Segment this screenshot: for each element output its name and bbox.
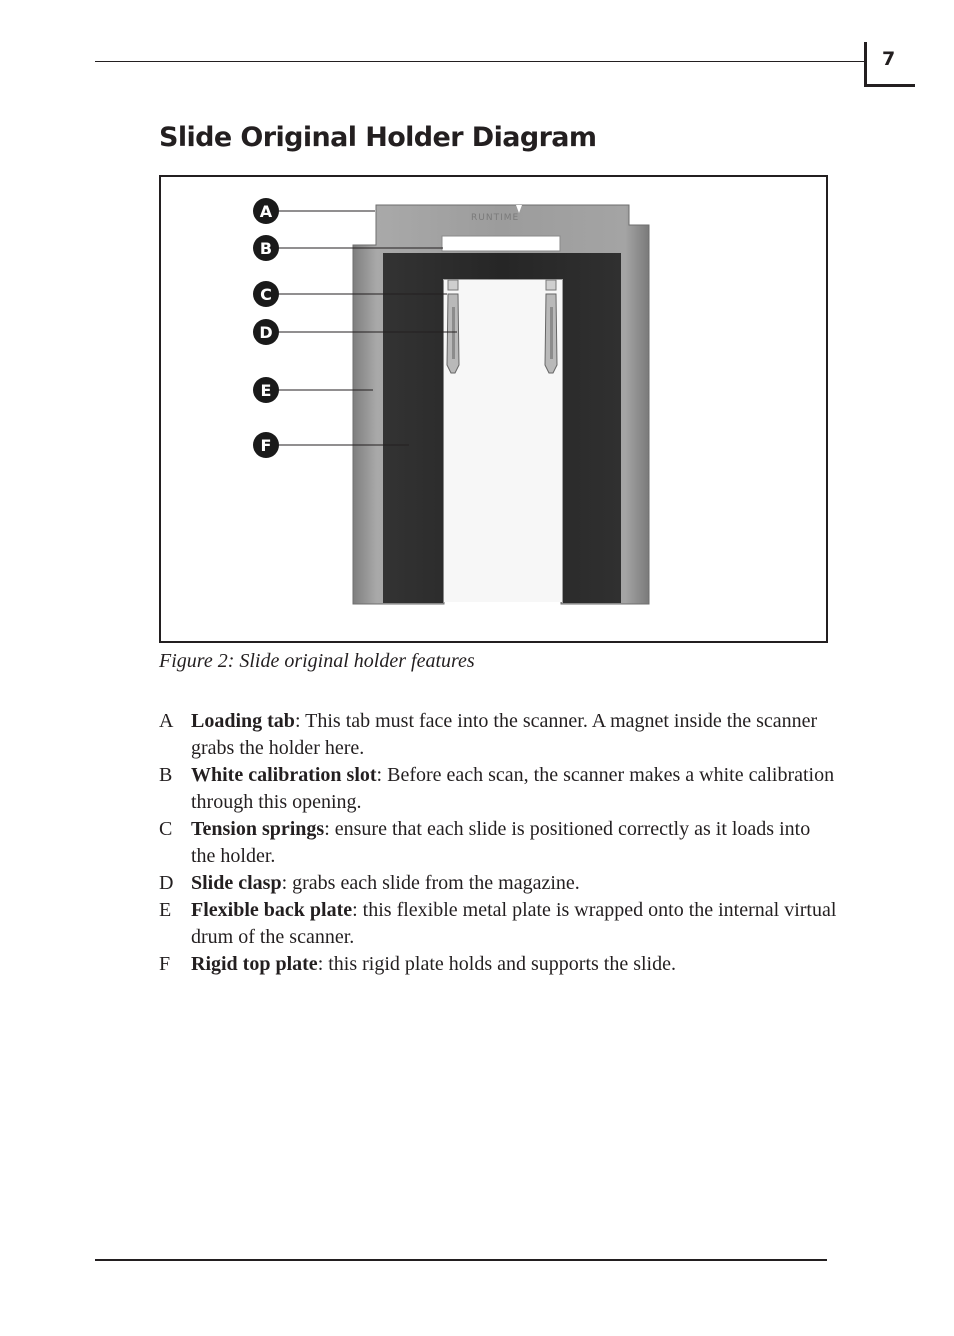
list-item-letter: E bbox=[159, 899, 172, 921]
callout-a-label: A bbox=[259, 202, 273, 221]
list-item-description: : This tab must face into the scanner. A magnet inside the scanner grabs the holder here. bbox=[191, 710, 818, 759]
page-number: 7 bbox=[882, 48, 896, 70]
list-item bbox=[159, 897, 839, 951]
callout-c bbox=[253, 281, 279, 307]
callout-e-label: E bbox=[260, 381, 272, 400]
slide-holder-photo bbox=[161, 177, 826, 641]
page-title: Slide Original Holder Diagram bbox=[159, 122, 597, 153]
feature-list bbox=[159, 708, 839, 978]
list-item-description: : grabs each slide from the magazine. bbox=[281, 872, 580, 894]
tension-spring-left bbox=[448, 280, 458, 290]
list-item-description: : this flexible metal plate is wrapped onto the internal virtual drum of the scanner. bbox=[191, 899, 837, 948]
list-item-term: White calibration slot bbox=[191, 764, 377, 786]
list-item bbox=[159, 816, 839, 870]
list-item-term: Slide clasp bbox=[191, 872, 282, 894]
callout-a bbox=[253, 198, 279, 224]
list-item-letter: F bbox=[159, 953, 171, 975]
callout-f-label: F bbox=[260, 436, 272, 455]
list-item-term: Loading tab bbox=[191, 710, 295, 732]
slide-clasp-left-groove bbox=[452, 307, 455, 359]
callout-d-label: D bbox=[259, 323, 273, 342]
list-item-description: : Before each scan, the scanner makes a white calibration through this opening. bbox=[191, 764, 835, 813]
callout-d bbox=[253, 319, 279, 345]
slide-opening bbox=[444, 280, 562, 602]
list-item bbox=[159, 870, 839, 897]
footer-rule bbox=[95, 1259, 827, 1261]
list-item-term: Flexible back plate bbox=[191, 899, 353, 921]
list-item bbox=[159, 708, 839, 762]
callout-b-label: B bbox=[259, 239, 273, 258]
list-item-description: : this rigid plate holds and supports the slide. bbox=[317, 953, 676, 975]
list-item-description: : ensure that each slide is positioned correctly as it loads into the holder. bbox=[191, 818, 811, 867]
header-rule bbox=[95, 61, 865, 62]
list-item-term: Rigid top plate bbox=[191, 953, 318, 975]
callout-b bbox=[253, 235, 279, 261]
list-item-letter: B bbox=[159, 764, 173, 786]
list-item-term: Tension springs bbox=[191, 818, 325, 840]
list-item bbox=[159, 951, 839, 978]
callout-c-label: C bbox=[260, 285, 272, 304]
white-calibration-slot bbox=[442, 236, 560, 251]
slide-clasp-right-groove bbox=[550, 307, 553, 359]
callout-f bbox=[253, 432, 279, 458]
list-item-letter: A bbox=[159, 710, 174, 732]
figure-box bbox=[159, 175, 828, 643]
figure-caption: Figure 2: Slide original holder features bbox=[159, 650, 475, 672]
list-item-letter: D bbox=[159, 872, 174, 894]
embossed-text: RUNTIME bbox=[471, 213, 520, 223]
list-item-letter: C bbox=[159, 818, 173, 840]
tension-spring-right bbox=[546, 280, 556, 290]
list-item bbox=[159, 762, 839, 816]
callout-e bbox=[253, 377, 279, 403]
